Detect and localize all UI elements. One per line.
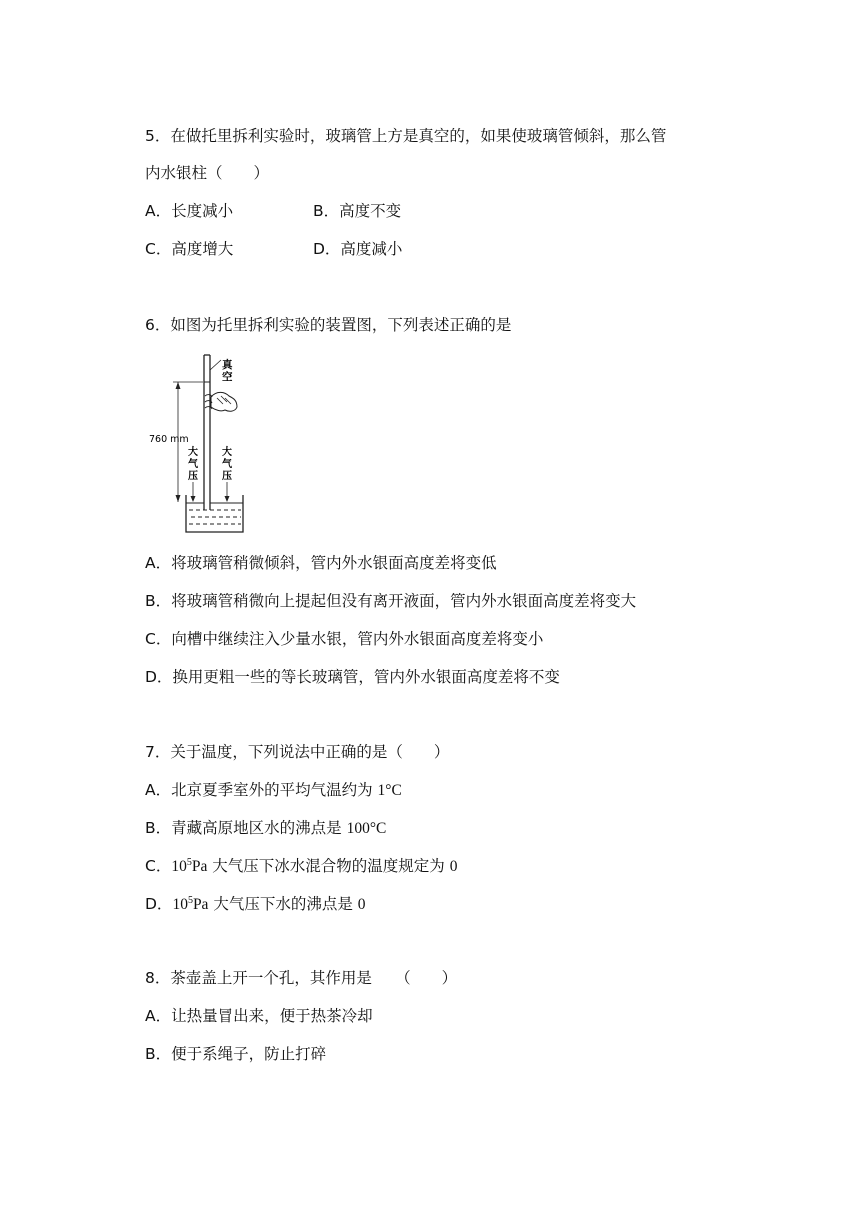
q6-option-a: A．将玻璃管稍微倾斜，管内外水银面高度差将变低 (145, 554, 497, 572)
q5-stem-line2: 内水银柱（ ） (145, 164, 270, 182)
q7-option-d-text: 大气压下水的沸点是 (208, 895, 358, 913)
torricelli-apparatus-figure (145, 352, 275, 537)
label-atm-left-1: 大 (188, 447, 198, 458)
q7-option-c-unit: Pa (191, 858, 208, 875)
label-atm-left-3: 压 (188, 471, 198, 482)
q5-option-a: A．长度减小 (145, 202, 234, 220)
q7-option-c-text: 大气压下冰水混合物的温度规定为 (207, 857, 450, 875)
q7-option-d-value: 0 (357, 896, 366, 913)
q7-option-c (145, 856, 457, 877)
torricelli-apparatus-diagram (145, 352, 275, 537)
q7-option-c-value: 0 (449, 858, 458, 875)
label-atm-right-1: 大 (222, 447, 232, 458)
label-vacuum-2: 空 (222, 371, 233, 383)
q7-option-d (145, 894, 366, 915)
q7-option-d-exponent: 5 (187, 895, 193, 906)
q7-option-c-base: 10 (171, 858, 187, 875)
q7-option-d-label: D． (145, 895, 173, 913)
q7-option-b-text: B．青藏高原地区水的沸点是 (145, 819, 347, 837)
q7-option-a-value: 1°C (377, 782, 402, 799)
q5-option-c: C．高度增大 (145, 240, 234, 258)
label-atm-right-2: 气 (222, 459, 232, 470)
q7-option-c-label: C． (145, 857, 172, 875)
q5-stem-line1: 5．在做托里拆利实验时，玻璃管上方是真空的，如果使玻璃管倾斜，那么管 (145, 127, 667, 145)
label-760mm: 760 mm (149, 434, 189, 445)
hand-illustration (211, 392, 237, 411)
q8-stem: 8．茶壶盖上开一个孔，其作用是 （ ） (145, 969, 458, 987)
q7-option-a (145, 780, 402, 801)
q6-option-d: D．换用更粗一些的等长玻璃管，管内外水银面高度差将不变 (145, 668, 560, 686)
q7-option-d-base: 10 (172, 896, 188, 913)
q7-option-c-exponent: 5 (186, 857, 192, 868)
q6-option-b: B．将玻璃管稍微向上提起但没有离开液面，管内外水银面高度差将变大 (145, 592, 637, 610)
q6-stem: 6．如图为托里拆利实验的装置图，下列表述正确的是 (145, 316, 512, 334)
q5-option-d: D．高度减小 (313, 240, 403, 258)
label-atm-left-2: 气 (188, 459, 198, 470)
q8-option-b: B．便于系绳子，防止打碎 (145, 1045, 327, 1063)
q7-option-d-unit: Pa (192, 896, 209, 913)
label-atm-right-3: 压 (222, 471, 232, 482)
q7-option-b-value: 100°C (346, 820, 387, 837)
q7-option-b (145, 818, 386, 839)
mercury-trough (186, 495, 243, 532)
q7-stem: 7．关于温度，下列说法中正确的是（ ） (145, 743, 450, 761)
q7-option-a-text: A．北京夏季室外的平均气温约为 (145, 781, 378, 799)
label-vacuum-1: 真 (222, 359, 233, 371)
q8-option-a: A．让热量冒出来，便于热茶冷却 (145, 1007, 373, 1025)
q6-option-c: C．向槽中继续注入少量水银，管内外水银面高度差将变小 (145, 630, 544, 648)
q5-option-b: B．高度不变 (313, 202, 402, 220)
